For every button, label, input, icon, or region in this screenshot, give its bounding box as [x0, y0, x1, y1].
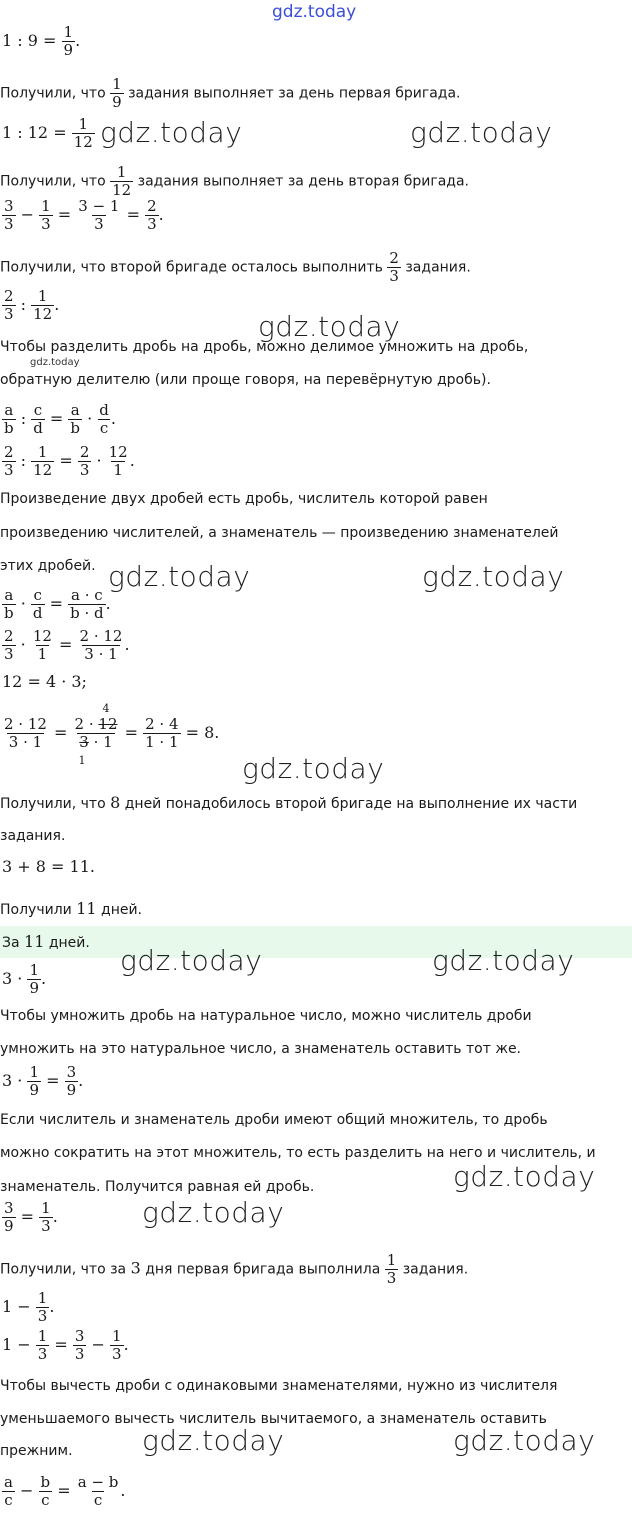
equation-reduce: $\frac{3}{9}$ = $\frac{1}{3}$ . — [4, 1199, 58, 1235]
watermark: gdz.today — [258, 310, 401, 343]
text-line: Получили, что $\frac{1}{12}$ задания выполняет за день вторая бригада. — [0, 163, 470, 199]
equation-division: $\frac{2}{3}$ : $\frac{1}{12}$ . — [4, 287, 60, 323]
watermark: gdz.today — [120, 944, 263, 977]
equation-multiply-result: 3 · $\frac{1}{9}$ = $\frac{3}{9}$ . — [2, 1063, 84, 1099]
watermark: gdz.today — [142, 1424, 285, 1457]
text-line: Если числитель и знаменатель дроби имеют общий множитель, то дробь — [0, 1112, 548, 1128]
watermark-small: gdz.today — [30, 357, 80, 368]
text-line: Получили, что 8 дней понадобилось второй бригаде на выполнение их части — [0, 793, 578, 812]
equation-1-12: 1 : 12 = $\frac{1}{12}$ — [2, 115, 93, 151]
watermark: gdz.today — [242, 752, 385, 785]
equation-remainder: 1 − $\frac{1}{3}$ . — [2, 1289, 55, 1325]
watermark: gdz.today — [453, 1160, 596, 1193]
watermark: gdz.today — [108, 560, 251, 593]
equation-remainder-expanded: 1 − $\frac{1}{3}$ = $\frac{3}{3}$ − $\frac{1}{3}$ . — [2, 1327, 129, 1363]
equation-division-applied: $\frac{2}{3}$ : $\frac{1}{12}$ = $\frac{2}{3}$ · $\frac{12}{1}$ . — [4, 443, 135, 479]
fraction: $\frac{1}{9}$ — [112, 75, 122, 111]
text-line: задания. — [0, 828, 66, 844]
fraction: $\frac{1}{12}$ — [112, 163, 132, 199]
equation-1-9: 1 : 9 = $\frac{1}{9}$ . — [2, 23, 81, 59]
text-line: этих дробей. — [0, 558, 96, 574]
equation-sum: 3 + 8 = 11. — [2, 857, 95, 876]
watermark: gdz.today — [100, 116, 243, 149]
equation-multiply: 3 · $\frac{1}{9}$ . — [2, 961, 47, 997]
text-line: Чтобы вычесть дроби с одинаковыми знаменателями, нужно из числителя — [0, 1378, 558, 1394]
watermark: gdz.today — [453, 1424, 596, 1457]
watermark: gdz.today — [422, 560, 565, 593]
text-line: знаменатель. Получится равная ей дробь. — [0, 1179, 315, 1195]
text-line: умножить на это натуральное число, а знаменатель оставить тот же. — [0, 1041, 522, 1057]
watermark: gdz.today — [410, 116, 553, 149]
text-line: произведению числителей, а знаменатель — произведению знаменателей — [0, 525, 559, 541]
equation-factor: 12 = 4 · 3; — [2, 672, 87, 691]
answer-text: За 11 дней. — [2, 932, 90, 951]
fraction: $\frac{1}{9}$ — [63, 23, 74, 59]
equation-rule-subtraction: $\frac{a}{c}$ − $\frac{b}{c}$ = $\frac{a - b}{c}$ . — [4, 1473, 126, 1509]
watermark: gdz.today — [432, 944, 575, 977]
equation-product-applied: $\frac{2}{3}$ · $\frac{12}{1}$ = $\frac{2 \cdot 12}{3 \cdot 1}$ . — [4, 627, 130, 663]
equation-reduction: $\frac{2 \cdot 12}{3 \cdot 1}$ = 4 $\frac{2 \cdot 12}{3 \cdot 1}$ 1 = $\frac{2 \cdot 4}{1 \cdot 1}$ = 8. — [4, 702, 220, 767]
equation-subtraction: $\frac{3}{3}$ − $\frac{1}{3}$ = $\frac{3 - 1}{3}$ = $\frac{2}{3}$ . — [4, 197, 164, 233]
watermark-top: gdz.today — [272, 2, 357, 22]
text-line: обратную делителю (или проще говоря, на перевёрнутую дробь). — [0, 372, 491, 388]
equation-rule-division: $\frac{a}{b}$ : $\frac{c}{d}$ = $\frac{a}{b}$ · $\frac{d}{c}$ . — [4, 401, 116, 437]
text-line: Получили, что второй бригаде осталось выполнить $\frac{2}{3}$ задания. — [0, 249, 471, 285]
text-line: Получили 11 дней. — [0, 899, 143, 918]
equation-rule-product: $\frac{a}{b}$ · $\frac{c}{d}$ = $\frac{a \cdot c}{b \cdot d}$ . — [4, 586, 111, 622]
text-line: Получили, что за 3 дня первая бригада выполнила $\frac{1}{3}$ задания. — [0, 1251, 469, 1287]
text-line: уменьшаемого вычесть числитель вычитаемого, а знаменатель оставить — [0, 1411, 547, 1427]
text-line: Чтобы умножить дробь на натуральное число, можно числитель дроби — [0, 1008, 532, 1024]
text-line: Чтобы разделить дробь на дробь, можно делимое умножить на дробь, — [0, 339, 529, 355]
fraction: $\frac{1}{12}$ — [73, 115, 93, 151]
text-line: можно сократить на этот множитель, то есть разделить на него и числитель, и — [0, 1145, 596, 1161]
text-line: Получили, что $\frac{1}{9}$ задания выполняет за день первая бригада. — [0, 75, 461, 111]
text-line: прежним. — [0, 1443, 73, 1459]
text-line: Произведение двух дробей есть дробь, числитель которой равен — [0, 491, 488, 507]
watermark: gdz.today — [142, 1196, 285, 1229]
